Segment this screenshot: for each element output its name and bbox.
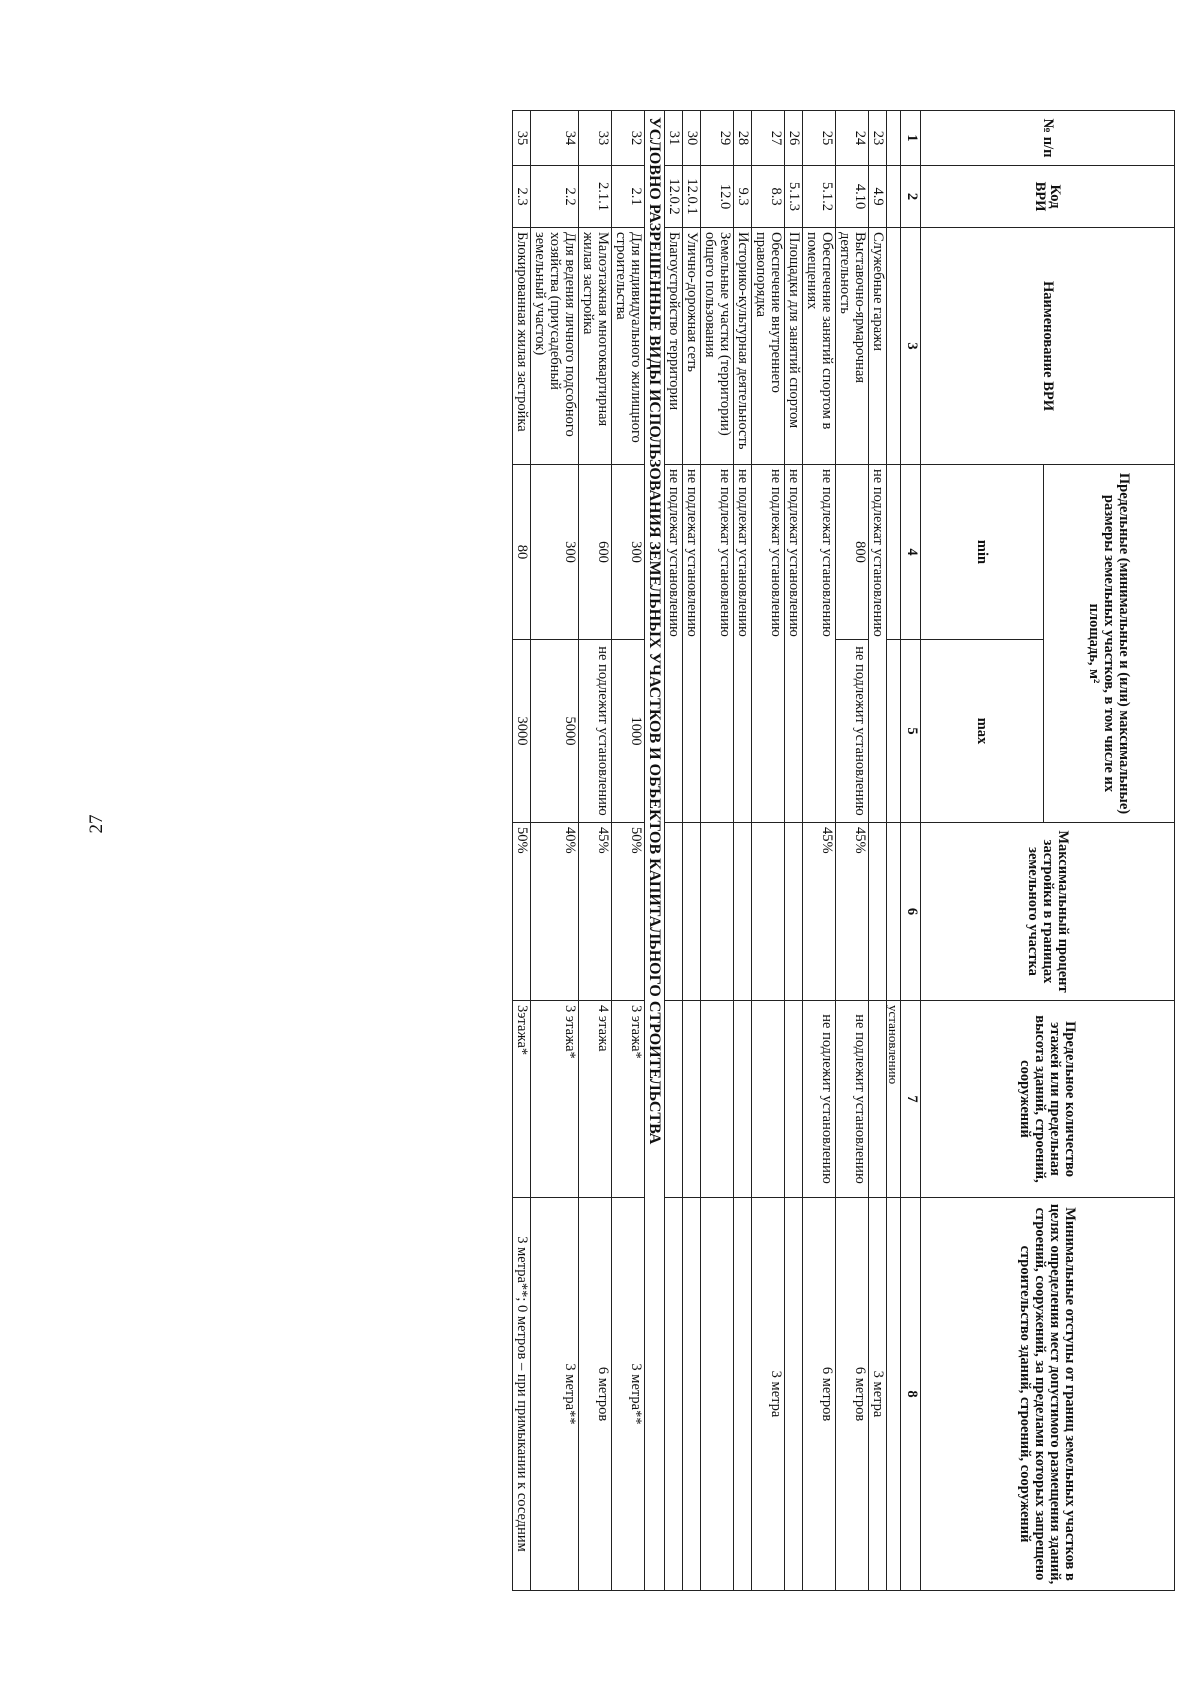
- row-percent: 40%: [531, 823, 579, 1001]
- col-number: 2: [901, 166, 921, 228]
- row-name: Для ведения личного подсобного хозяйства (приусадебный земельный участок): [531, 228, 579, 465]
- row-max: не подлежит установлению: [836, 640, 869, 823]
- row-floors: 4 этажа: [579, 1001, 612, 1198]
- row-setback: 3 метра**; 0 метров – при примыкании к соседним: [513, 1198, 531, 1591]
- table-row: [803, 111, 836, 1591]
- row-num: 32: [612, 111, 645, 166]
- row-code: 12.0: [701, 166, 734, 228]
- row-num: 30: [683, 111, 701, 166]
- row-num: 24: [836, 111, 869, 166]
- col-number: 1: [901, 111, 921, 166]
- row-setback: 3 метра: [752, 1198, 785, 1591]
- row-name: Улично-дорожная сеть: [683, 228, 701, 465]
- col-number: 7: [901, 1001, 921, 1198]
- carry-over-row: [887, 111, 901, 1591]
- row-num: 28: [734, 111, 752, 166]
- table-row: [683, 111, 701, 1591]
- row-percent: 50%: [612, 823, 645, 1001]
- zoning-table: [512, 110, 1175, 1591]
- table-row: [612, 111, 645, 1591]
- header-percent: Максимальный процент застройки в границах земельного участка: [921, 823, 1175, 1001]
- row-code: 2.2: [531, 166, 579, 228]
- col-number: 8: [901, 1198, 921, 1591]
- rotated-page: [115, 110, 1175, 1590]
- row-name: Служебные гаражи: [869, 228, 887, 465]
- row-setback: 6 метров: [803, 1198, 836, 1591]
- row-code: 12.0.2: [665, 166, 683, 228]
- row-size: не подлежат установлению: [752, 465, 785, 823]
- row-setback: 3 метра**: [531, 1198, 579, 1591]
- row-setback: 3 метра: [869, 1198, 887, 1591]
- row-num: 31: [665, 111, 683, 166]
- table-row: [579, 111, 612, 1591]
- row-percent: 45%: [579, 823, 612, 1001]
- row-code: 9.3: [734, 166, 752, 228]
- row-floors: 3 этажа*: [612, 1001, 645, 1198]
- row-code: 2.1.1: [579, 166, 612, 228]
- row-name: Обеспечение внутреннего правопорядка: [752, 228, 785, 465]
- header-floors: Предельное количество этажей или предельная высота зданий, строений, сооружений: [921, 1001, 1175, 1198]
- row-min: 300: [531, 465, 579, 640]
- row-name: Выставочно-ярмарочная деятельность: [836, 228, 869, 465]
- row-name: Для индивидуального жилищного строительства: [612, 228, 645, 465]
- section-title: УСЛОВНО РАЗРЕШЕННЫЕ ВИДЫ ИСПОЛЬЗОВАНИЯ ЗЕМЕЛЬНЫХ УЧАСТКОВ И ОБЪЕКТОВ КАПИТАЛЬНОГО СТРОИТЕЛЬСТВА: [645, 111, 665, 1591]
- row-floors: не подлежит установлению: [803, 1001, 836, 1198]
- row-code: 4.9: [869, 166, 887, 228]
- row-max: 5000: [531, 640, 579, 823]
- row-percent: 45%: [803, 823, 836, 1001]
- row-min: 300: [612, 465, 645, 640]
- page-number: 27: [86, 814, 107, 834]
- row-floors: 3 этажа*: [531, 1001, 579, 1198]
- table-row: [869, 111, 887, 1591]
- row-code: 12.0.1: [683, 166, 701, 228]
- header-row: [1044, 111, 1175, 1591]
- row-percent: 45%: [836, 823, 869, 1001]
- table-row: [531, 111, 579, 1591]
- row-size: не подлежат установлению: [701, 465, 734, 823]
- column-number-row: [901, 111, 921, 1591]
- col-number: 5: [901, 640, 921, 823]
- row-num: 33: [579, 111, 612, 166]
- header-min: min: [921, 465, 1044, 640]
- row-size: не подлежат установлению: [803, 465, 836, 823]
- row-code: 4.10: [836, 166, 869, 228]
- row-num: 29: [701, 111, 734, 166]
- header-num: № п/п: [921, 111, 1175, 166]
- row-name: Земельные участки (территории) общего пользования: [701, 228, 734, 465]
- row-num: 25: [803, 111, 836, 166]
- row-name: Площадки для занятий спортом: [785, 228, 803, 465]
- row-name: Блокированная жилая застройка: [513, 228, 531, 465]
- section-header-row: [645, 111, 665, 1591]
- row-floors: не подлежит установлению: [836, 1001, 869, 1198]
- row-num: 26: [785, 111, 803, 166]
- row-name: Обеспечение занятий спортом в помещениях: [803, 228, 836, 465]
- row-min: 80: [513, 465, 531, 640]
- row-size: не подлежат установлению: [869, 465, 887, 823]
- row-max: 3000: [513, 640, 531, 823]
- row-code: 5.1.2: [803, 166, 836, 228]
- row-min: 800: [836, 465, 869, 640]
- row-setback: 6 метров: [579, 1198, 612, 1591]
- row-name: Малоэтажная многоквартирная жилая застройка: [579, 228, 612, 465]
- row-code: 8.3: [752, 166, 785, 228]
- row-max: не подлежит установлению: [579, 640, 612, 823]
- row-max: 1000: [612, 640, 645, 823]
- header-max: max: [921, 640, 1044, 823]
- header-code: Код ВРИ: [921, 166, 1175, 228]
- row-name: Историко-культурная деятельность: [734, 228, 752, 465]
- row-setback: 6 метров: [836, 1198, 869, 1591]
- col-number: 4: [901, 465, 921, 640]
- table-row: [701, 111, 734, 1591]
- row-num: 34: [531, 111, 579, 166]
- table-row: [785, 111, 803, 1591]
- row-floors: 3этажа*: [513, 1001, 531, 1198]
- row-code: 2.1: [612, 166, 645, 228]
- row-percent: 50%: [513, 823, 531, 1001]
- col-number: 6: [901, 823, 921, 1001]
- header-name: Наименование ВРИ: [921, 228, 1175, 465]
- table-row: [836, 111, 869, 1591]
- table-row: [734, 111, 752, 1591]
- row-size: не подлежат установлению: [665, 465, 683, 823]
- row-num: 27: [752, 111, 785, 166]
- header-setback: Минимальные отступы от границ земельных участков в целях определения мест допустимого размещения зданий, строений, сооружений, за пределами которых запрещено строительство зданий, строений, сооружений: [921, 1198, 1175, 1591]
- row-num: 23: [869, 111, 887, 166]
- row-size: не подлежат установлению: [785, 465, 803, 823]
- row-size: не подлежат установлению: [683, 465, 701, 823]
- row-name: Благоустройство территории: [665, 228, 683, 465]
- table-row: [752, 111, 785, 1591]
- table-row: [513, 111, 531, 1591]
- row-min: 600: [579, 465, 612, 640]
- carry-over-text: установлению: [887, 1001, 901, 1198]
- table-row: [665, 111, 683, 1591]
- header-size-group: Предельные (минимальные и (или) максимальные) размеры земельных участков, в том числе их площадь, м²: [1044, 465, 1175, 823]
- row-code: 5.1.3: [785, 166, 803, 228]
- col-number: 3: [901, 228, 921, 465]
- row-setback: 3 метра**: [612, 1198, 645, 1591]
- row-code: 2.3: [513, 166, 531, 228]
- row-size: не подлежат установлению: [734, 465, 752, 823]
- row-num: 35: [513, 111, 531, 166]
